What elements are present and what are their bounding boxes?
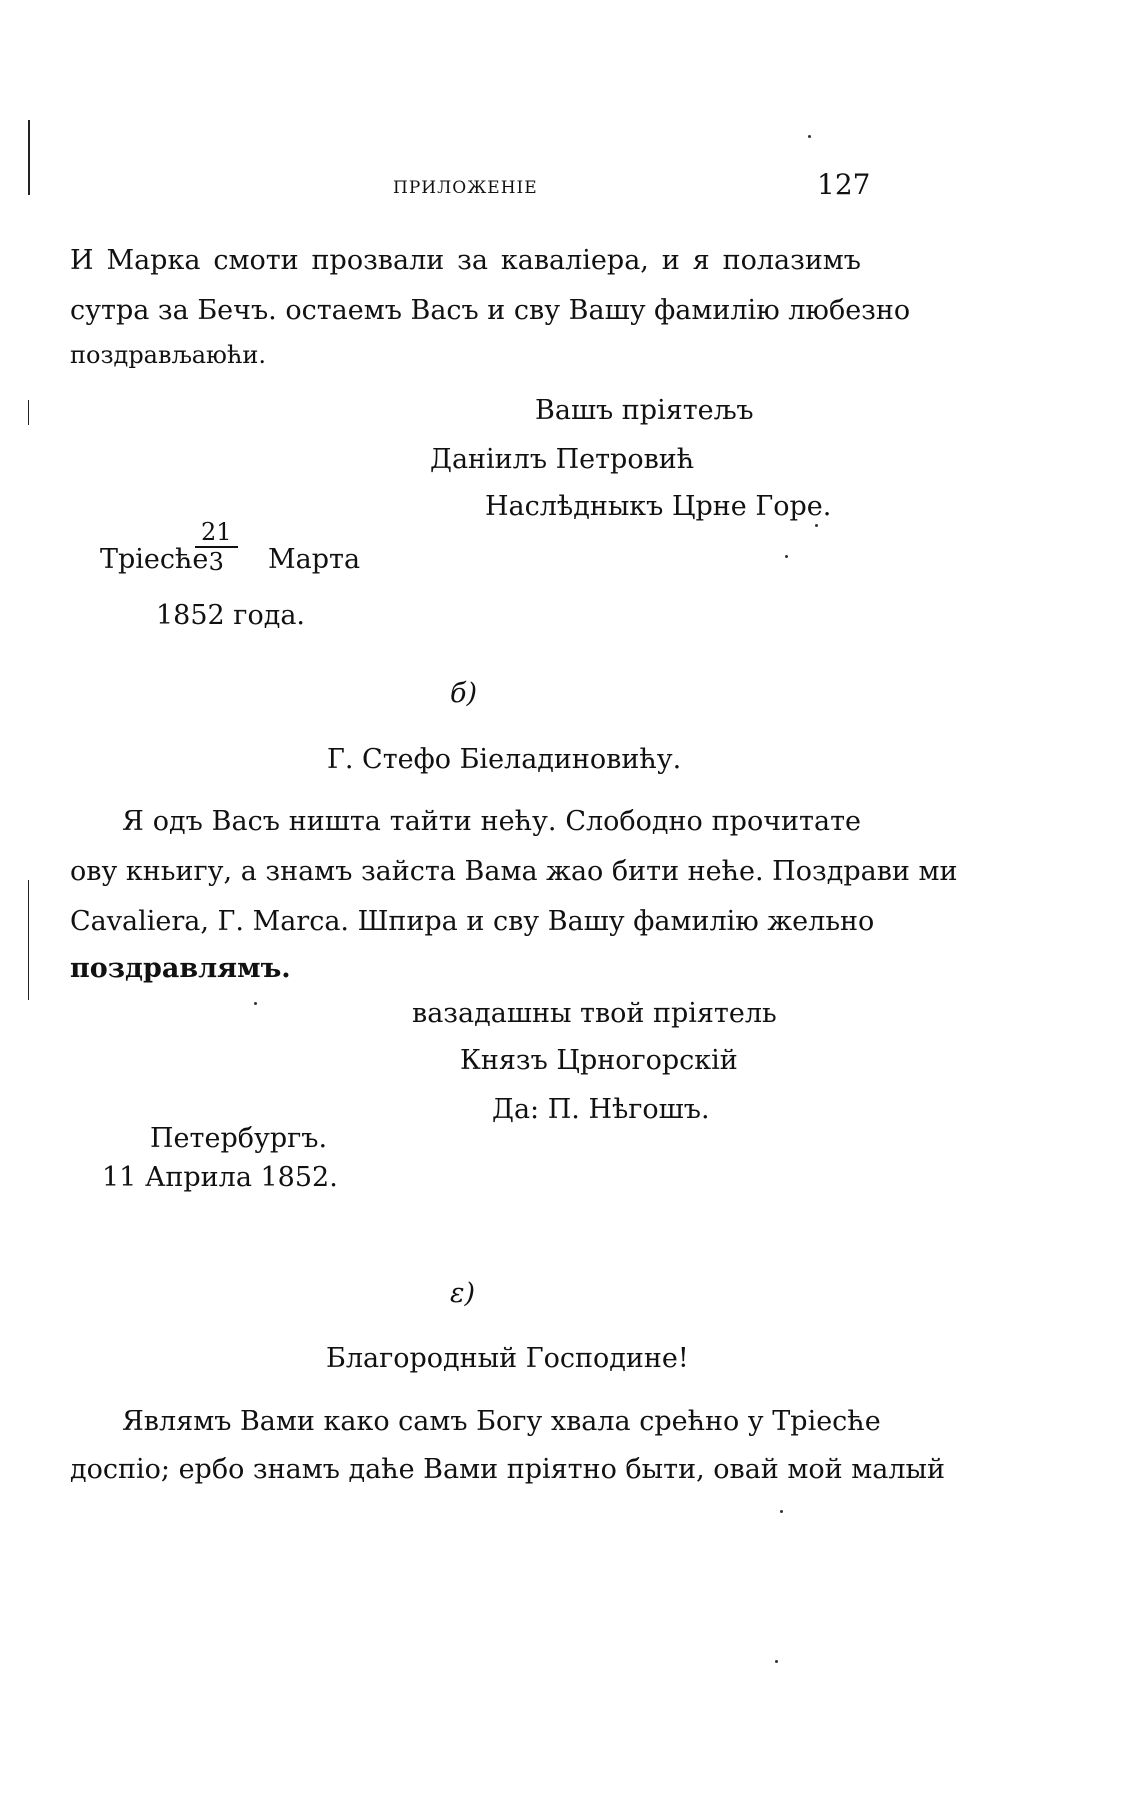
addressee-line: Г. Стефо Біеладиновићу. (327, 744, 682, 775)
signature-name: Да: П. Нѣгошъ. (492, 1094, 710, 1125)
closing-line: Вашъ пріятељъ (535, 395, 754, 426)
date-line: 11 Априла 1852. (102, 1162, 338, 1193)
section-marker: б) (450, 678, 478, 709)
scan-speck (808, 135, 811, 138)
scan-binding-edge (28, 400, 29, 425)
date-place: Петербургъ. (150, 1123, 328, 1154)
running-title: ПРИЛОЖЕНІЕ (393, 178, 538, 198)
body-line: Cavaliera, Г. Marca. Шпира и сву Вашу фамилію жельно (70, 906, 875, 937)
body-line: поздрављаюћи. (70, 341, 267, 369)
date-month: Марта (268, 544, 361, 575)
scan-binding-edge (28, 120, 30, 195)
closing-line: вазадашны твой пріятель (412, 998, 777, 1029)
scan-speck (815, 524, 818, 527)
date-day-numerator: 21 (195, 520, 238, 548)
scan-speck (785, 555, 788, 558)
scan-speck (254, 1002, 257, 1005)
scan-speck (775, 1660, 778, 1663)
body-line: доспіо; ербо знамъ даће Вами пріятно быти, овай мой малый (70, 1454, 945, 1485)
date-year: 1852 года. (156, 600, 306, 631)
body-line: ову кньигу, а знамъ зайста Вама жао бити неће. Поздрави ми (70, 856, 958, 887)
page-number: 127 (817, 168, 871, 201)
signature-title: Князъ Црногорскій (460, 1045, 738, 1076)
section-marker: ε) (450, 1278, 476, 1309)
date-day-denominator: 3 (208, 548, 224, 576)
body-line: поздравлямъ. (70, 953, 291, 984)
date-fraction (195, 520, 238, 574)
body-line: сутра за Бечъ. остаемъ Васъ и сву Вашу фамилію любезно (70, 295, 911, 326)
scan-speck (780, 1510, 783, 1513)
date-place: Тріесће (100, 544, 209, 575)
scan-binding-edge (28, 880, 29, 1000)
signature-title: Наслѣдныкъ Црне Горе. (485, 491, 832, 522)
salutation-line: Благородный Господине! (326, 1343, 689, 1374)
signature-name: Даніилъ Петровић (430, 444, 695, 475)
body-line: Я одъ Васъ ништа тайти нећу. Слободно прочитате (122, 806, 861, 837)
body-line: И Марка смоти прозвали за каваліера, и я полазимъ (70, 245, 861, 276)
body-line: Являмъ Вами како самъ Богу хвала срећно у Тріесће (122, 1406, 881, 1437)
